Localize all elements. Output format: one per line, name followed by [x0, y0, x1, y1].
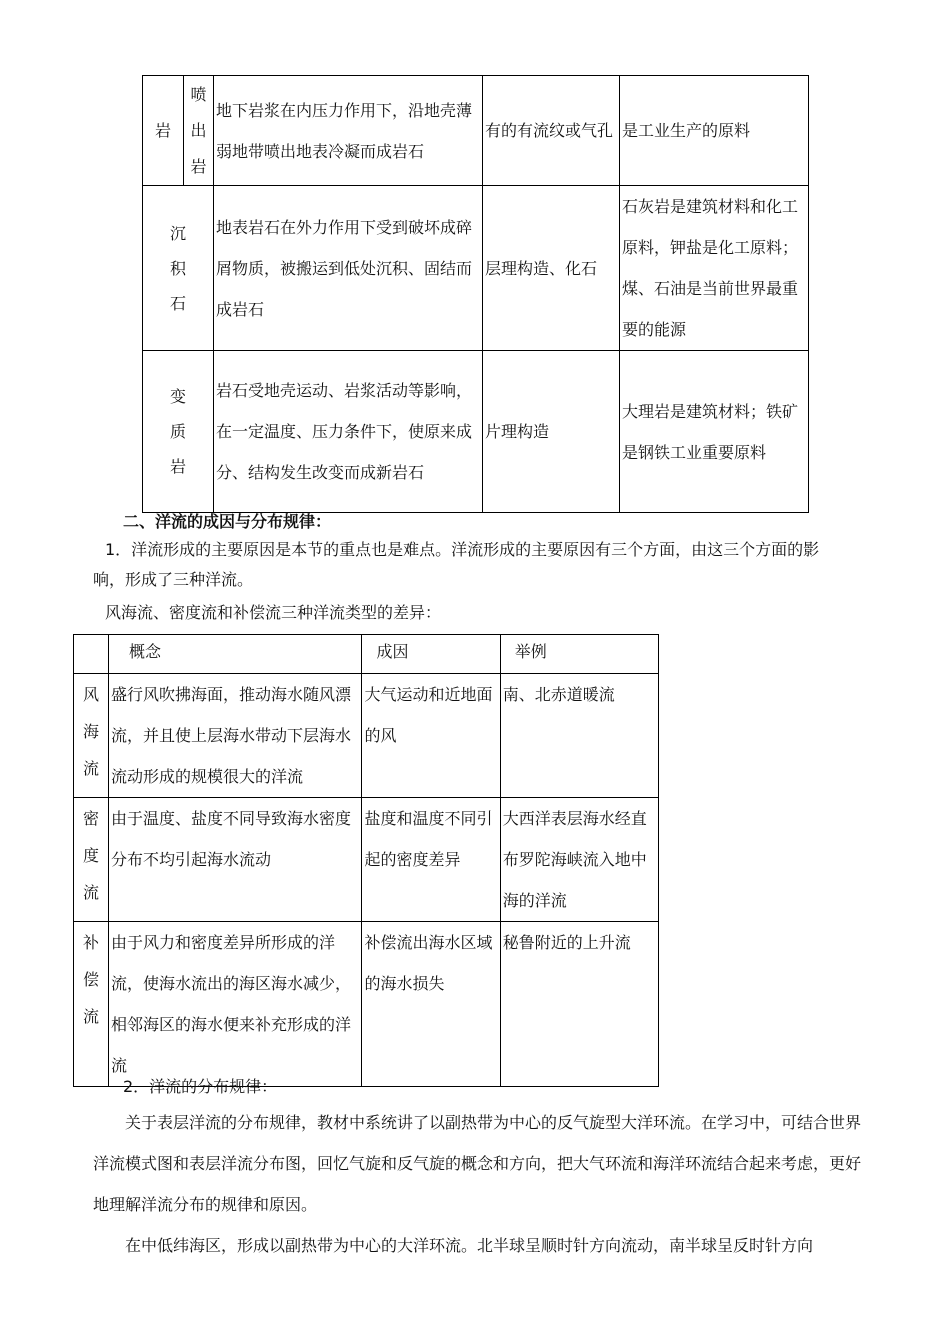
concept-cell — [109, 674, 362, 798]
formation-text: 岩石受地壳运动、岩浆活动等影响，在一定温度、压力条件下，使原来成分、结构发生改变而成新岩石 — [216, 381, 473, 482]
features-cell — [483, 186, 620, 351]
empty-header-cell — [74, 635, 109, 674]
table-row — [74, 674, 659, 798]
usage-cell — [620, 76, 809, 186]
paragraph: 关于表层洋流的分布规律，教材中系统讲了以副热带为中心的反气旋型大洋环流。在学习中，可结合世界洋流模式图和表层洋流分布图，回忆气旋和反气旋的概念和方向，把大气环流和海洋环流结合起来考虑，更好地理解洋流分布的规律和原因。 — [93, 1113, 862, 1214]
table-row — [143, 351, 809, 513]
formation-text: 地表岩石在外力作用下受到破坏成碎屑物质，被搬运到低处沉积、固结而成岩石 — [216, 217, 473, 319]
example-cell — [500, 798, 658, 922]
header-concept: 概念 — [129, 642, 162, 661]
column-header — [109, 635, 362, 674]
rock-name-cell — [143, 186, 214, 351]
header-cause: 成因 — [376, 642, 409, 661]
table-row — [143, 186, 809, 351]
features-cell — [483, 76, 620, 186]
formation-text: 地下岩浆在内压力作用下，沿地壳薄弱地带喷出地表冷凝而成岩石 — [216, 100, 473, 161]
current-name-cell — [74, 922, 109, 1087]
column-header — [362, 635, 500, 674]
rock-name: 沉积石 — [170, 223, 187, 313]
point2-heading: 2．洋流的分布规律： — [123, 1077, 278, 1096]
features-cell — [483, 351, 620, 513]
rock-types-table — [142, 75, 809, 513]
ocean-current-types-table — [73, 634, 659, 1087]
features-text: 片理构造 — [485, 422, 550, 441]
concept-text: 由于风力和密度差异所形成的洋流，使海水流出的海区海水减少，相邻海区的海水便来补充形成的洋流 — [111, 933, 352, 1075]
formation-cell — [214, 351, 483, 513]
rock-name-cell — [143, 351, 214, 513]
rock-category-cell — [143, 76, 184, 186]
column-header — [500, 635, 658, 674]
formation-cell — [214, 76, 483, 186]
header-example: 举例 — [514, 642, 547, 661]
features-text: 层理构造、化石 — [485, 258, 598, 278]
cause-text: 大气运动和近地面的风 — [364, 685, 493, 745]
table-row — [143, 76, 809, 186]
concept-cell — [109, 922, 362, 1087]
section-heading: 二、洋流的成因与分布规律： — [123, 512, 332, 531]
usage-text: 是工业生产的原料 — [622, 121, 751, 140]
cause-text: 盐度和温度不同引起的密度差异 — [364, 809, 493, 869]
rock-subtype-cell — [184, 76, 214, 186]
point1-line2: 响，形成了三种洋流。 — [93, 570, 254, 589]
table-row — [74, 922, 659, 1087]
rock-subtype: 喷出岩 — [190, 84, 207, 176]
paragraph: 在中低纬海区，形成以副热带为中心的大洋环流。北半球呈顺时针方向流动，南半球呈反时针方向 — [125, 1236, 814, 1255]
usage-text: 石灰岩是建筑材料和化工原料，钾盐是化工原料；煤、石油是当前世界最重要的能源 — [622, 197, 799, 339]
current-name: 密度流 — [83, 809, 100, 902]
table-header-row — [74, 635, 659, 674]
concept-text: 由于温度、盐度不同导致海水密度分布不均引起海水流动 — [111, 809, 352, 869]
rock-name: 变质岩 — [170, 387, 187, 476]
example-text: 南、北赤道暖流 — [502, 685, 615, 704]
types-intro: 风海流、密度流和补偿流三种洋流类型的差异： — [105, 603, 442, 622]
example-text: 秘鲁附近的上升流 — [502, 933, 631, 952]
current-name: 补偿流 — [83, 933, 100, 1026]
rock-category: 岩 — [154, 121, 171, 140]
table-row — [74, 798, 659, 922]
example-text: 大西洋表层海水经直布罗陀海峡流入地中海的洋流 — [502, 809, 647, 910]
features-text: 有的有流纹或气孔 — [485, 121, 614, 140]
formation-cell — [214, 186, 483, 351]
usage-cell — [620, 186, 809, 351]
concept-cell — [109, 798, 362, 922]
example-cell — [500, 674, 658, 798]
example-cell — [500, 922, 658, 1087]
cause-cell — [362, 674, 500, 798]
cause-text: 补偿流出海水区域的海水损失 — [364, 933, 493, 993]
concept-text: 盛行风吹拂海面，推动海水随风漂流，并且使上层海水带动下层海水流动形成的规模很大的洋流 — [111, 685, 352, 786]
current-name-cell — [74, 798, 109, 922]
usage-cell — [620, 351, 809, 513]
current-name: 风海流 — [83, 685, 100, 778]
cause-cell — [362, 922, 500, 1087]
current-name-cell — [74, 674, 109, 798]
point1-line1: 1．洋流形成的主要原因是本节的重点也是难点。洋流形成的主要原因有三个方面，由这三个方面的影 — [105, 540, 820, 559]
usage-text: 大理岩是建筑材料；铁矿是钢铁工业重要原料 — [622, 401, 799, 462]
cause-cell — [362, 798, 500, 922]
